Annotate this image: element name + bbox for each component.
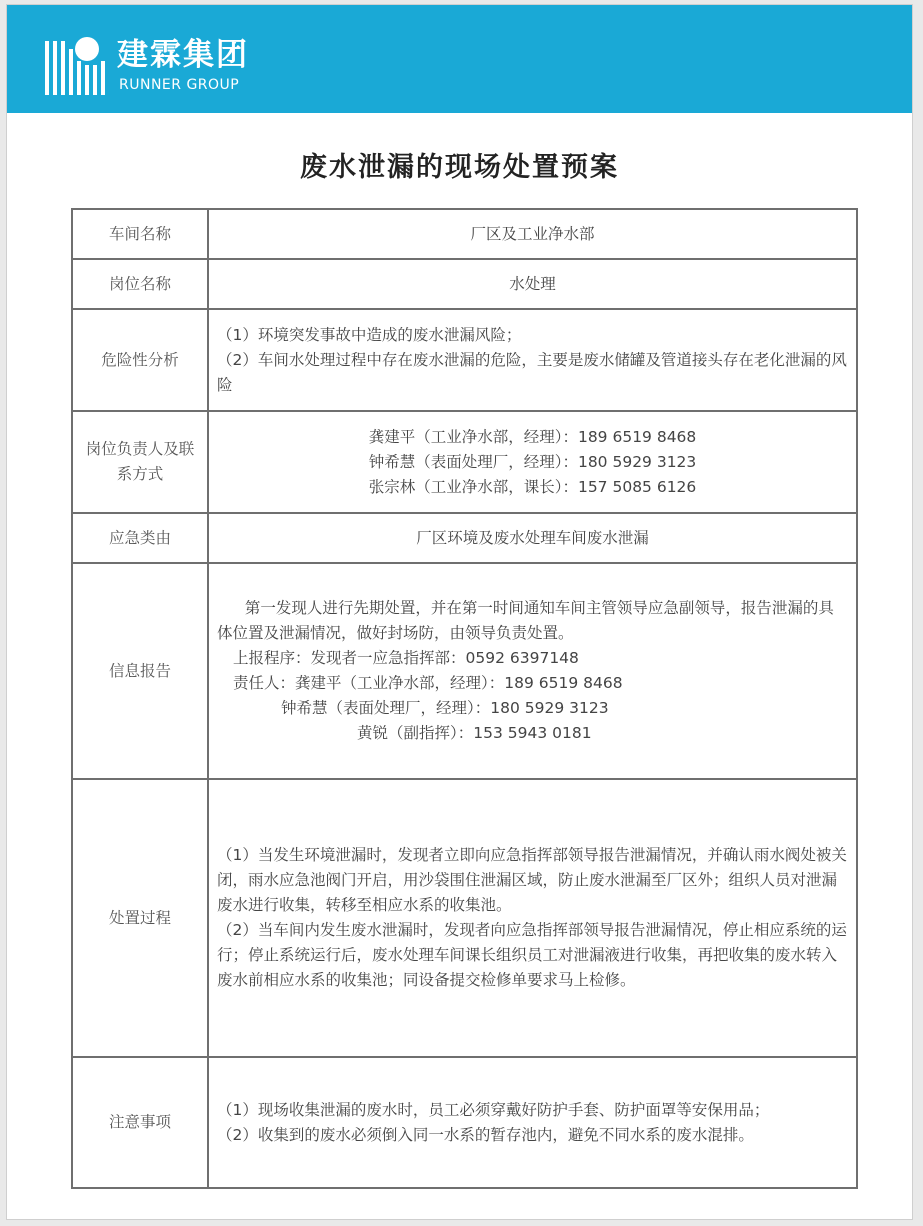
process-line-1: （1）当发生环境泄漏时，发现者立即向应急指挥部领导报告泄漏情况，并确认雨水阀处被关闭，雨水应急池阀门开启，用沙袋围住泄漏区域，防止废水泄漏至厂区外；组织人员对泄漏废水进行收集，转移至相应水系的收集池。	[217, 846, 847, 914]
notes-content	[208, 1057, 857, 1188]
row-workshop	[72, 209, 857, 259]
hazard-label: 危险性分析	[72, 309, 208, 411]
process-content	[208, 779, 857, 1057]
row-hazard	[72, 309, 857, 411]
post-value: 水处理	[208, 259, 857, 309]
row-contact	[72, 411, 857, 513]
report-line-1: 上报程序：发现者一应急指挥部：0592 6397148	[233, 649, 579, 667]
contact-line-3: 张宗林（工业净水部，课长）：157 5085 6126	[368, 477, 697, 496]
contact-line-1: 龚建平（工业净水部，经理）：189 6519 8468	[368, 427, 697, 446]
contact-label: 岗位负责人及联系方式	[72, 411, 208, 513]
workshop-value: 厂区及工业净水部	[208, 209, 857, 259]
contact-content	[208, 411, 857, 513]
workshop-label: 车间名称	[72, 209, 208, 259]
brand-name-cn: 建霖集团	[117, 37, 249, 73]
post-label: 岗位名称	[72, 259, 208, 309]
hazard-content	[208, 309, 857, 411]
row-event	[72, 513, 857, 563]
row-process	[72, 779, 857, 1057]
row-notes	[72, 1057, 857, 1188]
hazard-line-1: （1）环境突发事故中造成的废水泄漏风险；	[217, 325, 522, 344]
plan-table	[71, 208, 858, 1189]
row-post	[72, 259, 857, 309]
brand-name-en: RUNNER GROUP	[119, 77, 240, 93]
notes-line-2: （2）收集到的废水必须倒入同一水系的暂存池内，避免不同水系的废水混排。	[217, 1125, 754, 1144]
report-line-2: 责任人：龚建平（工业净水部，经理）：189 6519 8468	[233, 674, 623, 692]
report-line-3: 钟希慧（表面处理厂，经理）：180 5929 3123	[281, 699, 609, 717]
row-report	[72, 563, 857, 779]
runner-logo-icon	[43, 35, 107, 99]
report-line-4: 黄锐（副指挥）：153 5943 0181	[357, 724, 592, 742]
notes-label: 注意事项	[72, 1057, 208, 1188]
event-label: 应急类由	[72, 513, 208, 563]
report-content	[208, 563, 857, 779]
process-line-2: （2）当车间内发生废水泄漏时，发现者向应急指挥部领导报告泄漏情况，停止相应系统的运行；停止系统运行后，废水处理车间课长组织员工对泄漏液进行收集，再把收集的废水转入废水前相应水系的收集池；同设备提交检修单要求马上检修。	[217, 921, 847, 989]
contact-line-2: 钟希慧（表面处理厂，经理）：180 5929 3123	[368, 452, 697, 471]
report-label: 信息报告	[72, 563, 208, 779]
document-title: 废水泄漏的现场处置预案	[300, 152, 619, 183]
process-label: 处置过程	[72, 779, 208, 1057]
notes-line-1: （1）现场收集泄漏的废水时，员工必须穿戴好防护手套、防护面罩等安保用品；	[217, 1100, 770, 1119]
event-value: 厂区环境及废水处理车间废水泄漏	[208, 513, 857, 563]
document-page	[6, 4, 913, 1220]
hazard-line-2: （2）车间水处理过程中存在废水泄漏的危险，主要是废水储罐及管道接头存在老化泄漏的风险	[217, 350, 847, 394]
header-banner	[7, 5, 912, 113]
report-intro: 第一发现人进行先期处置，并在第一时间通知车间主管领导应急副领导，报告泄漏的具体位置及泄漏情况，做好封场防，由领导负责处置。	[217, 599, 834, 642]
